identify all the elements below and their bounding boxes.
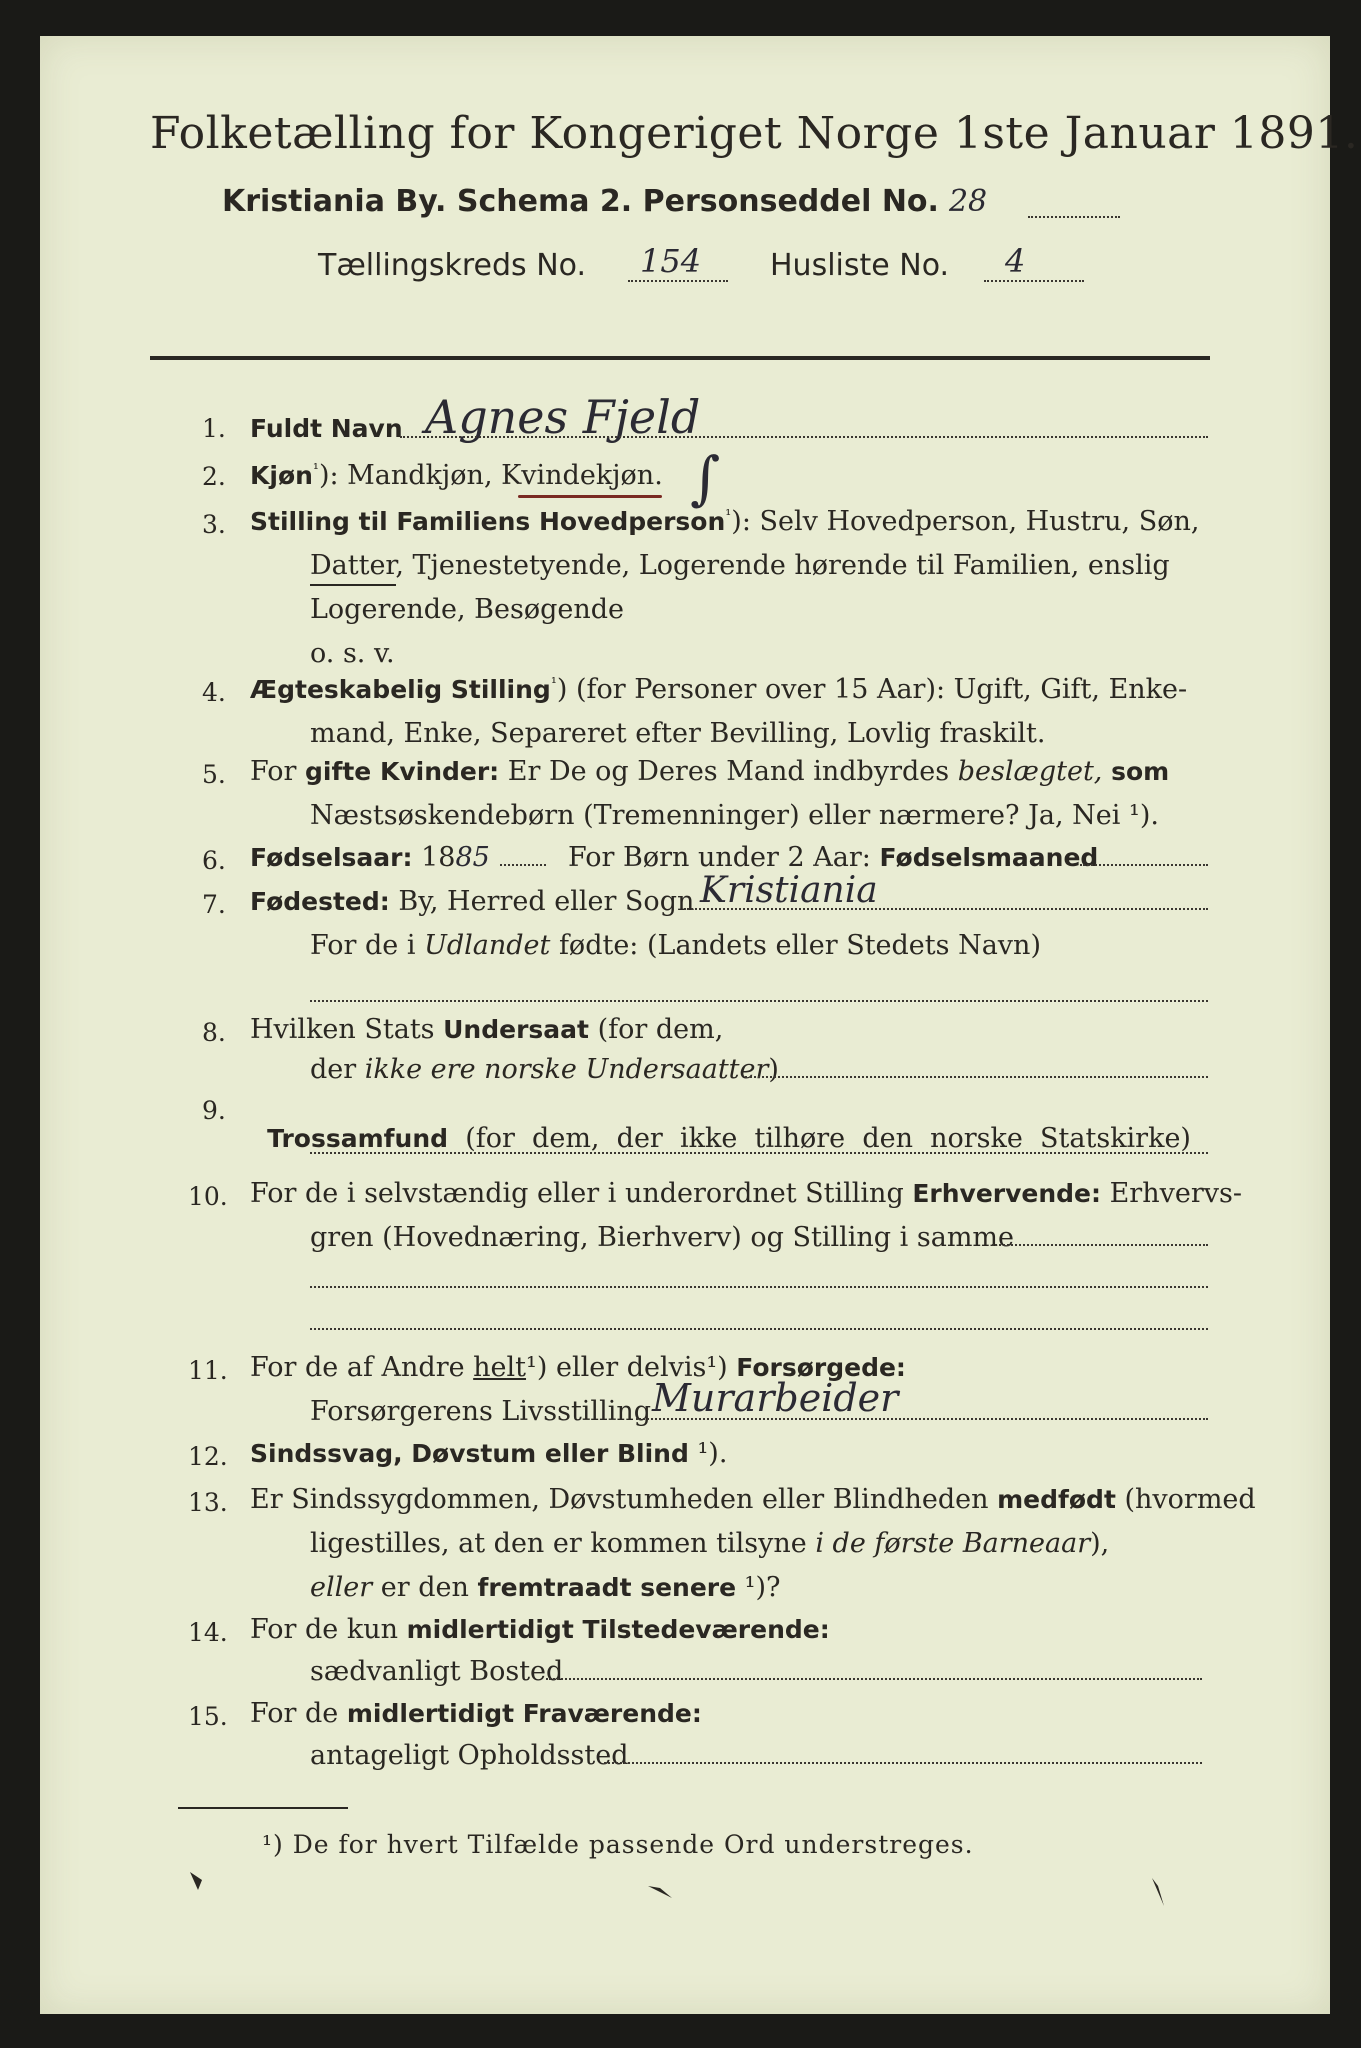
footnote: ¹) De for hvert Tilfælde passende Ord understreges. — [262, 1830, 974, 1859]
field-9-label: Trossamfund — [267, 1124, 449, 1153]
field-1-label: Fuldt Navn — [250, 414, 403, 443]
field-9-dotline — [310, 1152, 1208, 1154]
field-4-label: Ægteskabelig Stilling — [250, 675, 551, 704]
field-12-line — [250, 1438, 727, 1469]
field-15-dotline — [604, 1762, 1202, 1764]
field-13-number: 13. — [188, 1488, 228, 1517]
field-9-number: 9. — [202, 1096, 226, 1125]
field-3-line2: Datter, Tjenestetyende, Logerende hørende til Familien, enslig — [310, 550, 1170, 581]
field-7-text: By, Herred eller Sogn — [389, 886, 695, 917]
field-13-label: medfødt — [997, 1485, 1116, 1514]
field-6-year-value: 85 — [455, 842, 490, 873]
field-10-line1 — [250, 1178, 1242, 1209]
schema-line — [222, 184, 987, 219]
form-title: Folketælling for Kongeriget Norge 1ste Januar 1891. — [150, 108, 1359, 159]
field-6-year-dotline — [500, 864, 546, 866]
ink-mark-right — [1148, 1876, 1168, 1910]
kvindekjon-underline-mark — [518, 495, 662, 498]
field-8-dotline — [745, 1076, 1208, 1078]
field-14-dotline — [546, 1678, 1202, 1680]
field-10-dotline-2 — [310, 1286, 1208, 1288]
footnote-rule — [178, 1807, 348, 1809]
field-11-value: Murarbeider — [652, 1376, 899, 1420]
field-6-label: Fødselsaar: — [250, 843, 413, 872]
field-14-line2: sædvanligt Bosted — [310, 1656, 564, 1687]
field-9-line — [250, 1092, 1191, 1154]
husliste-number: 4 — [1005, 242, 1026, 280]
field-8-line2 — [310, 1054, 779, 1085]
field-8-pre: Hvilken Stats — [250, 1014, 444, 1045]
field-11-line2: Forsørgerens Livsstilling — [310, 1396, 652, 1427]
field-7-value: Kristiania — [700, 870, 878, 911]
field-6-month-dotline — [1080, 864, 1208, 866]
field-4-number: 4. — [202, 678, 226, 707]
field-3-line3: Logerende, Besøgende — [310, 594, 624, 625]
field-2-label: Kjøn — [250, 461, 313, 490]
field-13-line1 — [250, 1484, 1256, 1515]
field-13-line2 — [310, 1528, 1109, 1559]
field-13-line3-italic: eller — [310, 1572, 373, 1603]
header-rule — [150, 356, 1210, 360]
field-14-label: midlertidigt Tilstedeværende: — [406, 1615, 830, 1644]
field-8-number: 8. — [202, 1018, 226, 1047]
taellingskreds-number: 154 — [640, 242, 702, 280]
field-15-line1 — [250, 1698, 702, 1729]
field-11-number: 11. — [188, 1356, 228, 1385]
ink-mark-left — [186, 1868, 206, 1896]
field-6-label2: Fødselsmaaned — [879, 843, 1099, 872]
field-10-number: 10. — [188, 1182, 228, 1211]
field-10-post: Erhvervs- — [1101, 1178, 1242, 1209]
field-7-label: Fødested: — [250, 887, 390, 916]
field-5-pre: For — [250, 756, 306, 787]
field-13-line2-post: ), — [1090, 1528, 1110, 1559]
field-7-line2-italic: Udlandet — [424, 930, 551, 961]
field-11-mid: ¹) eller delvis¹) — [526, 1352, 737, 1383]
field-14-pre: For de kun — [250, 1614, 407, 1645]
field-10-line2: gren (Hovednæring, Bierhverv) og Stilling i samme — [310, 1222, 1015, 1253]
field-2-text: ): Mandkjøn, Kvindekjøn. — [318, 460, 663, 491]
personseddel-dotline — [1028, 216, 1120, 218]
field-8-line2-post: ) — [768, 1054, 779, 1085]
field-6-number: 6. — [202, 846, 226, 875]
field-3-number: 3. — [202, 510, 226, 539]
field-10-dotline — [992, 1244, 1208, 1246]
field-13-line2-italic: i de første Barneaar — [815, 1528, 1091, 1559]
field-7-line1 — [250, 886, 694, 917]
taellingskreds-dotline — [628, 280, 728, 282]
field-7-line2 — [310, 930, 1041, 961]
field-1-number: 1. — [202, 414, 226, 443]
field-7-number: 7. — [202, 890, 226, 919]
datter-underline-mark — [310, 584, 396, 586]
field-1-dotline — [400, 436, 1208, 438]
field-12-text: ¹). — [688, 1438, 728, 1469]
field-5-italic: beslægtet, — [957, 756, 1103, 787]
field-13-line3-bold: fremtraadt senere — [477, 1573, 737, 1602]
field-1-value: Agnes Fjeld — [425, 390, 701, 444]
schema-line-text: Kristiania By. Schema 2. Personseddel No. — [222, 184, 939, 219]
field-14-number: 14. — [188, 1618, 228, 1647]
field-7-line2-post: fødte: (Landets eller Stedets Navn) — [550, 930, 1041, 961]
field-2-handwritten-mark: ∫ — [690, 444, 721, 512]
field-15-number: 15. — [188, 1702, 228, 1731]
field-10-pre: For de i selvstændig eller i underordnet Stilling — [250, 1178, 913, 1209]
field-6-line — [568, 842, 1098, 873]
field-2-sup: ¹ — [312, 460, 319, 478]
field-6-year — [250, 842, 490, 873]
field-3-text: ): Selv Hovedperson, Hustru, Søn, — [731, 506, 1200, 537]
field-5-line1 — [250, 756, 1169, 787]
field-5-label: gifte Kvinder: — [305, 757, 500, 786]
field-5-line2: Næstsøskendebørn (Tremenninger) eller nærmere? Ja, Nei ¹). — [310, 800, 1159, 831]
field-8-text: (for dem, — [588, 1014, 724, 1045]
field-5-post: som — [1102, 757, 1170, 786]
field-13-line3 — [310, 1572, 781, 1603]
field-7-dotline — [684, 908, 1208, 910]
field-12-number: 12. — [188, 1442, 228, 1471]
field-8-line2-pre: der — [310, 1054, 365, 1085]
field-3-line1 — [250, 506, 1199, 537]
field-7-line2-pre: For de i — [310, 930, 425, 961]
field-10-label: Erhvervende: — [912, 1179, 1102, 1208]
field-4-text: ) (for Personer over 15 Aar): Ugift, Gift, Enke- — [556, 674, 1188, 705]
field-4-sup: ¹ — [550, 674, 557, 692]
field-3-sup: ¹ — [725, 506, 732, 524]
field-11-dotline — [636, 1418, 1208, 1420]
field-4-line2: mand, Enke, Separeret efter Bevilling, Lovlig fraskilt. — [310, 718, 1046, 749]
field-8-line1 — [250, 1014, 723, 1045]
personseddel-number: 28 — [948, 184, 988, 219]
field-15-line2: antageligt Opholdssted — [310, 1740, 629, 1771]
taellingskreds-label: Tællingskreds No. — [318, 248, 586, 283]
field-5-number: 5. — [202, 760, 226, 789]
ink-mark-center — [646, 1882, 676, 1902]
field-13-line3-post: ¹)? — [736, 1572, 781, 1603]
field-13-line3-pre: er den — [372, 1572, 478, 1603]
field-12-label: Sindssvag, Døvstum eller Blind — [250, 1439, 689, 1468]
field-3-label: Stilling til Familiens Hovedperson — [250, 507, 726, 536]
husliste-label: Husliste No. — [770, 248, 950, 283]
field-15-pre: For de — [250, 1698, 347, 1729]
field-14-line1 — [250, 1614, 830, 1645]
field-11-pre: For de af Andre — [250, 1352, 474, 1383]
field-11-helt: helt — [473, 1352, 527, 1383]
field-9-text: (for dem, der ikke tilhøre den norske Statskirke) — [448, 1123, 1191, 1154]
field-13-line2-pre: ligestilles, at den er kommen tilsyne — [310, 1528, 816, 1559]
field-8-line2-italic: ikke ere norske Undersaatter — [364, 1054, 769, 1085]
field-2-line — [250, 460, 663, 491]
field-10-dotline-3 — [310, 1328, 1208, 1330]
field-6-year-prefix: 18 — [412, 842, 456, 873]
field-4-line1 — [250, 674, 1187, 705]
field-15-label: midlertidigt Fraværende: — [346, 1699, 702, 1728]
field-3-line4: o. s. v. — [310, 638, 395, 669]
field-6-text: For Børn under 2 Aar: — [568, 842, 880, 873]
field-11-label: Forsørgede: — [736, 1353, 906, 1382]
field-7-dotline-2 — [310, 1000, 1208, 1002]
field-2-number: 2. — [202, 462, 226, 491]
field-5-text: Er De og Deres Mand indbyrdes — [499, 756, 958, 787]
field-13-post: (hvormed — [1115, 1484, 1256, 1515]
field-13-pre: Er Sindssygdommen, Døvstumheden eller Blindheden — [250, 1484, 998, 1515]
husliste-dotline — [984, 280, 1084, 282]
field-8-label: Undersaat — [443, 1015, 589, 1044]
